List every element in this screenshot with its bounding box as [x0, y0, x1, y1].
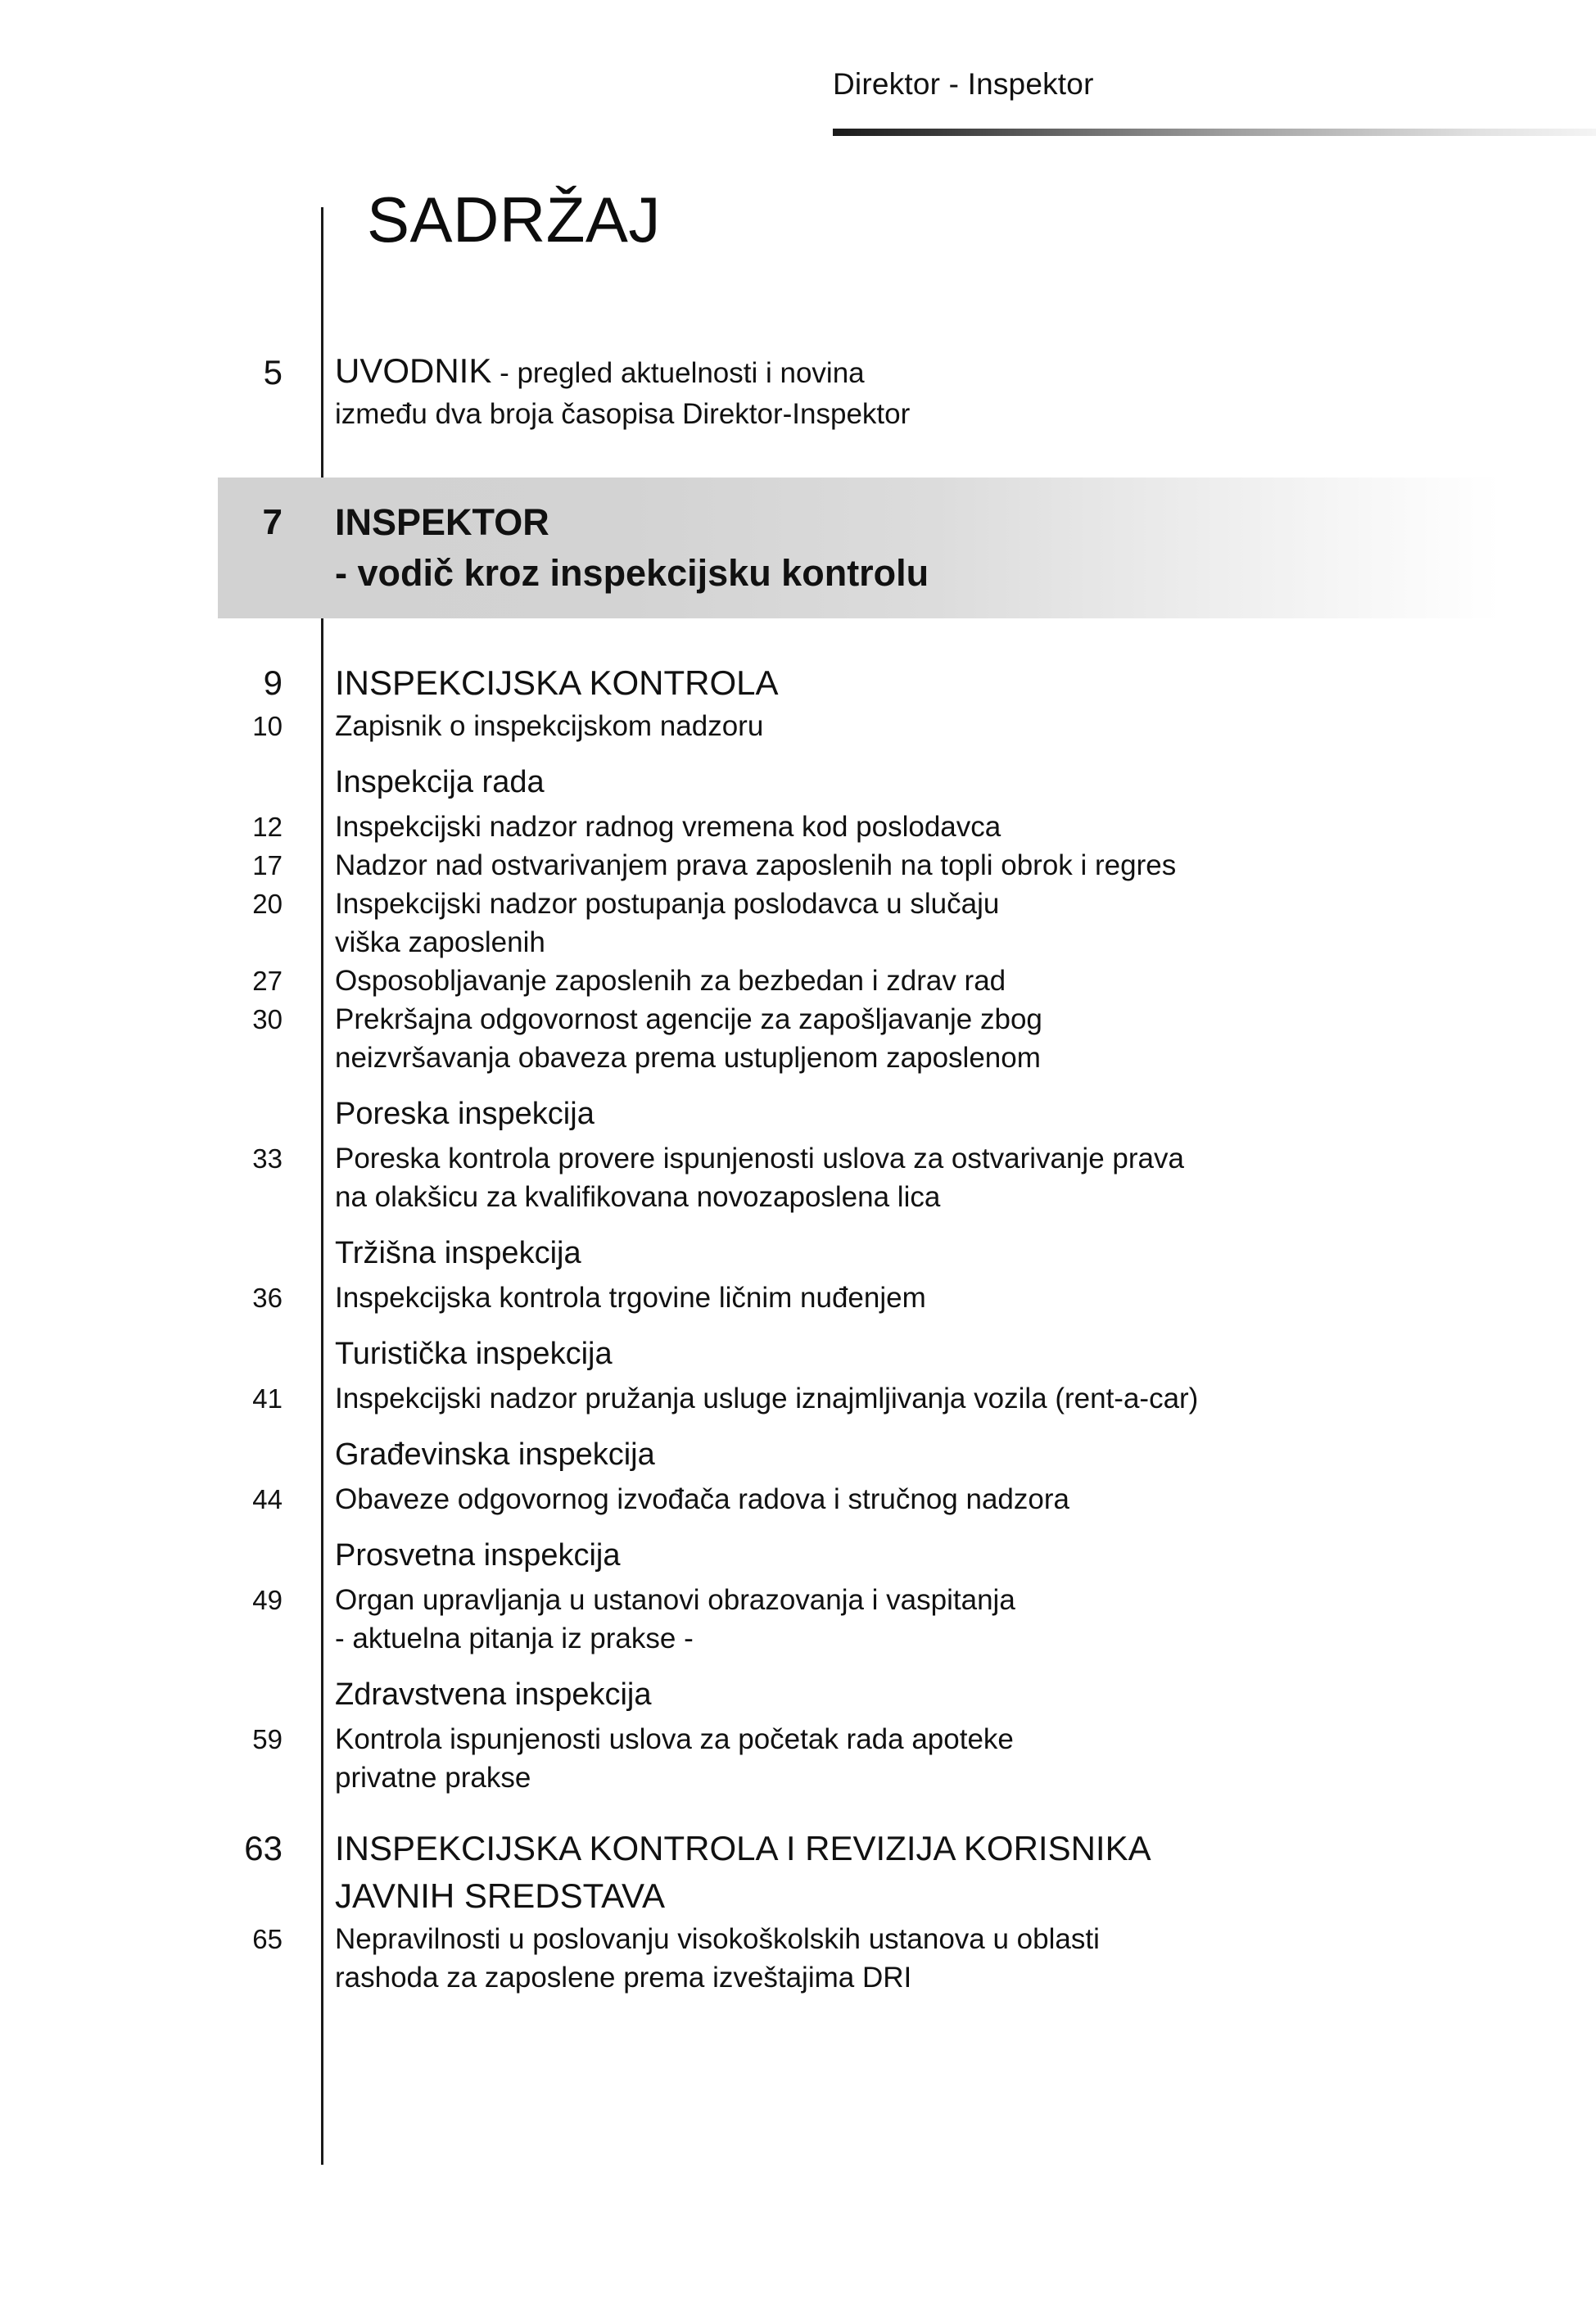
toc-entry-item[interactable] [0, 707, 1596, 745]
spacer [0, 435, 1596, 455]
page-header [0, 0, 1596, 143]
toc-entry-group[interactable] [0, 1328, 1596, 1379]
toc-entry-line: rashoda za zaposlene prema izveštajima DRI [335, 1962, 912, 1994]
toc-entry-item[interactable] [0, 1480, 1596, 1519]
toc-entry-text [283, 1139, 1596, 1216]
running-header-title: Direktor - Inspektor [833, 67, 1094, 101]
toc-entry-line: Organ upravljanja u ustanovi obrazovanja i vaspitanja [335, 1584, 1015, 1616]
toc-entry-line: Zdravstvena inspekcija [335, 1677, 652, 1712]
toc-entry-item[interactable] [0, 1920, 1596, 1997]
toc-entry-line: Poreska kontrola provere ispunjenosti uslova za ostvarivanje prava [335, 1143, 1184, 1175]
spacer [0, 1797, 1596, 1825]
toc-entry-line: INSPEKTOR [335, 501, 549, 543]
spacer [0, 745, 1596, 757]
toc-entry-item[interactable] [0, 1000, 1596, 1077]
page-title: SADRŽAJ [367, 183, 661, 256]
toc-entry-item[interactable] [0, 1379, 1596, 1418]
toc-entry-line: Inspekcijska kontrola trgovine ličnim nuđenjem [335, 1282, 926, 1314]
toc-entry-item[interactable] [0, 1279, 1596, 1317]
toc-entry-group[interactable] [0, 1089, 1596, 1139]
toc-entry-text [283, 351, 1596, 435]
toc-entry-line: Turistička inspekcija [335, 1337, 613, 1371]
toc-entry-text [283, 659, 1596, 707]
toc-entry-text [283, 808, 1596, 846]
toc-entry-text [283, 1920, 1596, 1997]
toc-page-number: 33 [252, 1143, 283, 1174]
toc-page-number: 65 [252, 1924, 283, 1954]
toc-entry-line: između dva broja časopisa Direktor-Inspektor [335, 398, 911, 430]
toc-entry-group[interactable] [0, 1669, 1596, 1720]
toc-entry-text [283, 1530, 1596, 1581]
spacer [0, 1317, 1596, 1328]
toc-entry-text [283, 885, 1596, 962]
toc-entry-intro[interactable] [0, 351, 1596, 435]
toc-entry-line: - aktuelna pitanja iz prakse - [335, 1623, 694, 1654]
toc-entry-chapter[interactable] [0, 1825, 1596, 1920]
toc-page-number: 44 [252, 1484, 283, 1514]
toc-entry-line: INSPEKCIJSKA KONTROLA I REVIZIJA KORISNIKA [335, 1829, 1151, 1867]
toc-entry-text [283, 1000, 1596, 1077]
toc-entry-line: Inspekcijski nadzor postupanja poslodavca u slučaju [335, 888, 1000, 920]
toc-page-number: 63 [244, 1829, 283, 1867]
spacer [0, 1519, 1596, 1530]
toc-entry-chapter[interactable] [0, 659, 1596, 707]
toc-page-number: 20 [252, 889, 283, 919]
spacer [0, 631, 1596, 659]
toc-entry-group[interactable] [0, 757, 1596, 808]
toc-page-number: 5 [263, 353, 283, 392]
toc-entry-line: Nepravilnosti u poslovanju visokoškolskih ustanova u oblasti [335, 1923, 1100, 1955]
toc-entry-text [283, 707, 1596, 745]
toc-page-number: 12 [252, 812, 283, 842]
toc-entry-item[interactable] [0, 808, 1596, 846]
toc-page-number: 9 [263, 663, 283, 702]
toc-page-number: 49 [252, 1585, 283, 1615]
toc-entry-line: neizvršavanja obaveza prema ustupljenom zaposlenom [335, 1042, 1041, 1074]
toc-page-number: 36 [252, 1283, 283, 1313]
toc-page-number: 27 [252, 966, 283, 996]
toc-entry-line: Inspekcijski nadzor radnog vremena kod poslodavca [335, 811, 1001, 843]
toc-entry-line: Građevinska inspekcija [335, 1437, 655, 1472]
toc-entry-text [283, 846, 1596, 885]
toc-entry-line: Poreska inspekcija [335, 1097, 595, 1131]
toc-entry-text [283, 962, 1596, 1000]
toc-entry-line: privatne prakse [335, 1762, 531, 1794]
toc-page-number: 30 [252, 1004, 283, 1034]
toc-entry-line [335, 351, 1596, 394]
toc-entry-text [283, 478, 1596, 618]
toc-entry-line: INSPEKCIJSKA KONTROLA [335, 663, 779, 702]
toc-entry-text [283, 1228, 1596, 1279]
toc-entry-item[interactable] [0, 1720, 1596, 1797]
toc-entry-text [283, 1328, 1596, 1379]
toc-page-number: 59 [252, 1724, 283, 1754]
toc-page-number: 17 [252, 850, 283, 880]
toc-entry-item[interactable] [0, 846, 1596, 885]
toc-entry-line: Obaveze odgovornog izvođača radova i stručnog nadzora [335, 1483, 1069, 1515]
spacer [0, 1418, 1596, 1429]
toc-entry-group[interactable] [0, 1228, 1596, 1279]
toc-entry-line: viška zaposlenih [335, 926, 545, 958]
toc-entry-group[interactable] [0, 1429, 1596, 1480]
toc-entry-item[interactable] [0, 1581, 1596, 1658]
toc-entry-line: Zapisnik o inspekcijskom nadzoru [335, 710, 764, 742]
toc-entry-text [283, 1480, 1596, 1519]
header-gradient-rule [833, 129, 1596, 136]
toc-entry-line: - vodič kroz inspekcijsku kontrolu [335, 552, 929, 594]
toc-entry-text [283, 1379, 1596, 1418]
toc-entry-text [283, 1089, 1596, 1139]
toc-entry-line: Osposobljavanje zaposlenih za bezbedan i zdrav rad [335, 965, 1006, 997]
toc-entry-line: Nadzor nad ostvarivanjem prava zaposlenih na topli obrok i regres [335, 849, 1177, 881]
toc-entry-item[interactable] [0, 1139, 1596, 1216]
toc-entry-line: Kontrola ispunjenosti uslova za početak rada apoteke [335, 1723, 1014, 1755]
toc-entry-lead-rest: - pregled aktuelnosti i novina [491, 357, 865, 389]
toc-page-number: 10 [252, 711, 283, 741]
toc-entry-line: Tržišna inspekcija [335, 1236, 581, 1270]
toc-entry-line: na olakšicu za kvalifikovana novozaposlena lica [335, 1181, 941, 1213]
toc-entry-text [283, 1720, 1596, 1797]
toc-entry-item[interactable] [0, 962, 1596, 1000]
toc-entry-line: Prosvetna inspekcija [335, 1538, 621, 1573]
toc-entry-item[interactable] [0, 885, 1596, 962]
toc-entry-line: Inspekcijski nadzor pružanja usluge iznajmljivanja vozila (rent-a-car) [335, 1383, 1199, 1414]
toc-entry-group[interactable] [0, 1530, 1596, 1581]
toc-entry-feature[interactable] [0, 478, 1596, 618]
spacer [0, 1216, 1596, 1228]
toc-entry-text [283, 1429, 1596, 1480]
toc-entry-text [283, 1825, 1596, 1920]
toc-entry-line: JAVNIH SREDSTAVA [335, 1876, 665, 1915]
toc-entry-text [283, 1581, 1596, 1658]
toc-page-number: 41 [252, 1383, 283, 1414]
toc-entry-text [283, 757, 1596, 808]
spacer [0, 1077, 1596, 1089]
toc-entry-text [283, 1279, 1596, 1317]
toc-page-number: 7 [262, 502, 283, 542]
toc-entry-line: Prekršajna odgovornost agencije za zapošljavanje zbog [335, 1003, 1042, 1035]
table-of-contents [0, 351, 1596, 1997]
toc-entry-text [283, 1669, 1596, 1720]
toc-entry-lead: UVODNIK [335, 351, 492, 390]
spacer [0, 1658, 1596, 1669]
toc-entry-line: Inspekcija rada [335, 765, 545, 799]
